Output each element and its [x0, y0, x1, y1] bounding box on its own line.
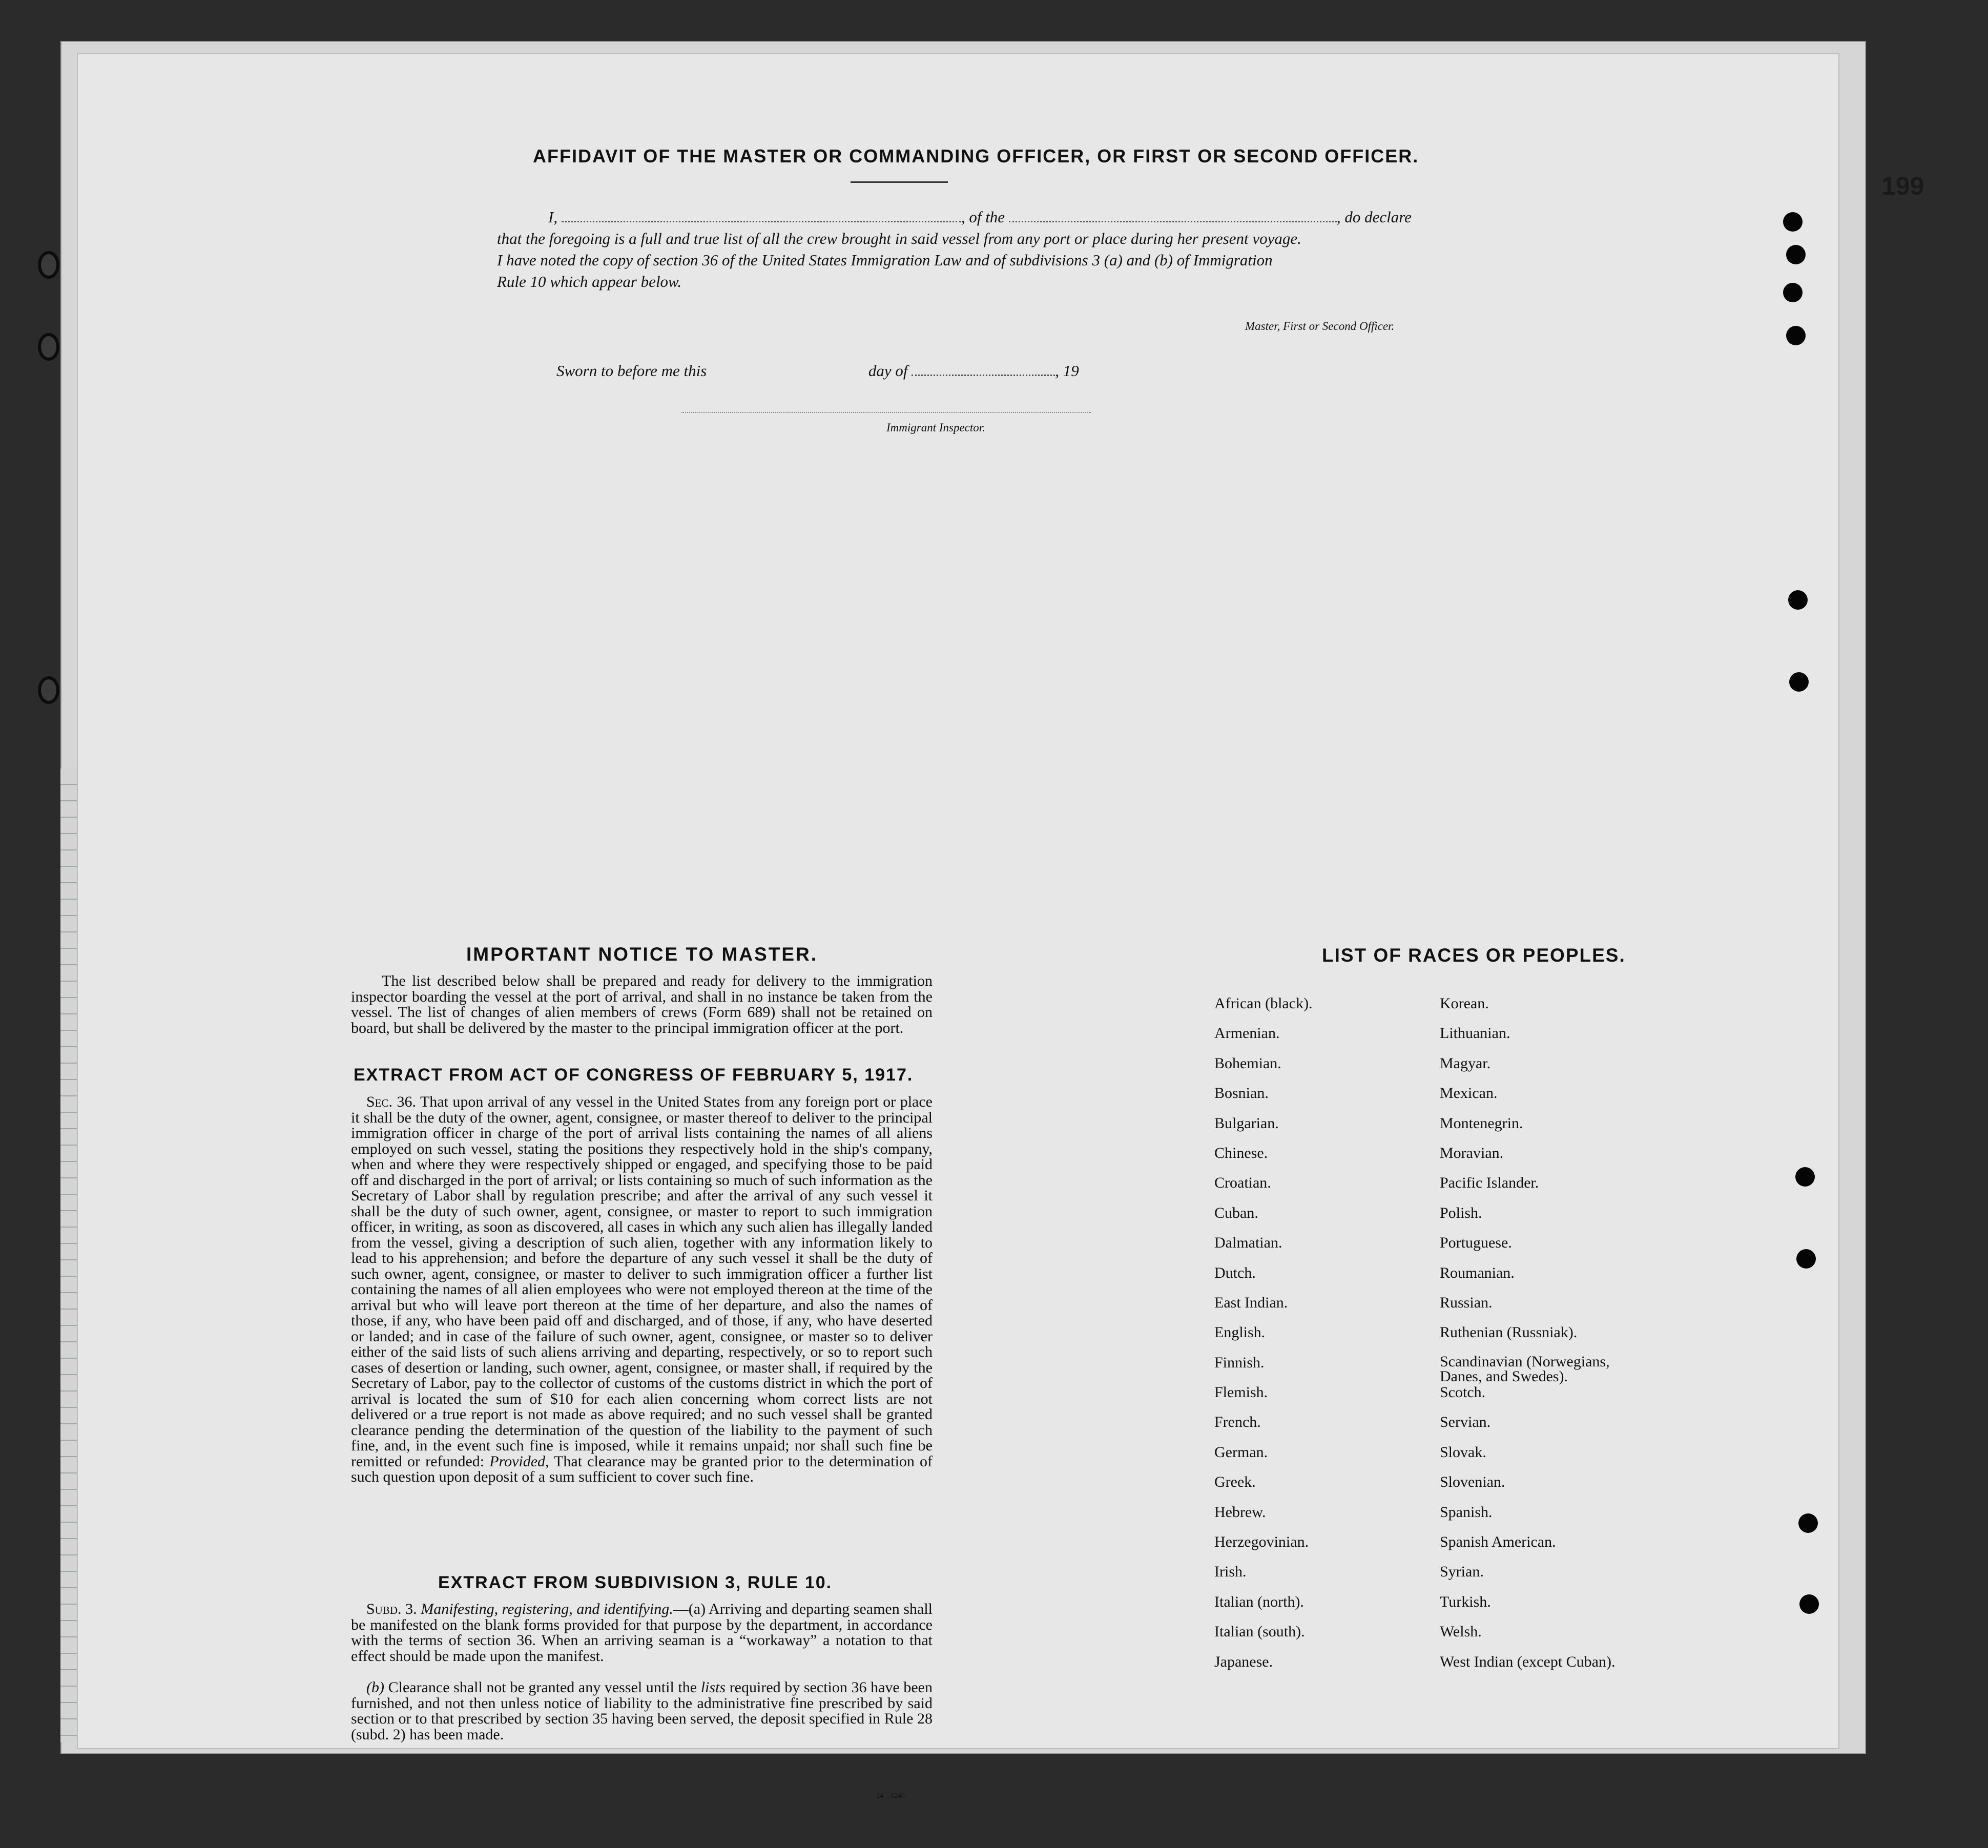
race-item: Turkish.: [1440, 1593, 1491, 1610]
binder-hole-icon: [38, 676, 59, 704]
subd-heading: Manifesting, registering, and identifying.: [421, 1601, 673, 1617]
race-item: Scotch.: [1440, 1384, 1486, 1401]
extract-act-body: [351, 1094, 933, 1485]
page-number: 199: [1881, 172, 1924, 200]
provided-word: Provided,: [489, 1452, 549, 1470]
race-item: Roumanian.: [1440, 1264, 1515, 1281]
notice-title: IMPORTANT NOTICE TO MASTER.: [466, 944, 818, 965]
affidavit-line-1: [548, 207, 1412, 227]
race-item: Flemish.: [1214, 1384, 1268, 1401]
binder-hole-icon: [1788, 590, 1808, 610]
inspector-label: Immigrant Inspector.: [886, 421, 985, 434]
binder-hole-icon: [1789, 672, 1809, 692]
affidavit-i-label: I,: [548, 208, 558, 226]
race-item: Dalmatian.: [1214, 1234, 1282, 1252]
section-label: Sec. 36.: [366, 1093, 416, 1110]
binder-hole-icon: [1783, 283, 1803, 302]
race-item: French.: [1214, 1414, 1261, 1431]
sworn-line: [556, 361, 1079, 381]
binder-hole-icon: [1795, 1167, 1815, 1187]
sworn-year: , 19: [1055, 362, 1079, 380]
subd-b-label: (b): [366, 1679, 384, 1696]
binder-hole-icon: [1786, 326, 1806, 345]
race-item: Armenian.: [1214, 1025, 1280, 1042]
race-item: Magyar.: [1440, 1054, 1491, 1072]
binder-hole-icon: [1786, 245, 1806, 264]
races-title: LIST OF RACES OR PEOPLES.: [1322, 945, 1626, 966]
notice-body: The list described below shall be prepared and ready for delivery to the immigration inspector boarding the vessel at the port of arrival, and shall in no instance be taken from the vessel. The list of changes of alien members of crews (Form 689) shall not be retained on board, but shall be delivered by the master to the principal immigration officer at the port.: [351, 972, 933, 1036]
race-item: Pacific Islander.: [1440, 1174, 1539, 1192]
race-item: Dutch.: [1214, 1264, 1256, 1281]
binder-hole-icon: [1796, 1249, 1816, 1269]
race-item: English.: [1214, 1324, 1266, 1341]
subdivision-paragraph-b: [351, 1680, 933, 1742]
affidavit-line-3: I have noted the copy of section 36 of the United States Immigration Law and of subdivisions 3 (a) and (b) of Immigration: [497, 251, 1273, 269]
race-item: Bosnian.: [1214, 1085, 1269, 1102]
affidavit-title: AFFIDAVIT OF THE MASTER OR COMMANDING OFFICER, OR FIRST OR SECOND OFFICER.: [533, 146, 1419, 167]
master-signature-label: Master, First or Second Officer.: [1245, 320, 1395, 333]
race-item: Slovenian.: [1440, 1473, 1505, 1491]
race-item: Russian.: [1440, 1294, 1493, 1311]
race-item: German.: [1214, 1443, 1268, 1461]
race-item: Polish.: [1440, 1204, 1482, 1221]
race-item: Herzegovinian.: [1214, 1533, 1309, 1551]
sworn-prefix: Sworn to before me this: [556, 362, 707, 380]
affidavit-declare-label: , do declare: [1336, 208, 1412, 226]
officer-name-blank: [562, 221, 961, 222]
sworn-month-blank: [912, 375, 1055, 376]
race-item: Moravian.: [1440, 1144, 1504, 1161]
race-item: Portuguese.: [1440, 1234, 1512, 1252]
race-item: Italian (south).: [1214, 1623, 1305, 1641]
race-item: Servian.: [1440, 1414, 1491, 1431]
affidavit-of-the-label: , of the: [961, 208, 1005, 226]
race-item: Ruthenian (Russniak).: [1440, 1324, 1578, 1341]
race-item: Japanese.: [1214, 1653, 1273, 1670]
race-item: Lithuanian.: [1440, 1025, 1510, 1042]
extract-rule-title: EXTRACT FROM SUBDIVISION 3, RULE 10.: [438, 1573, 833, 1592]
section-36-text-end: That clearance may be granted prior to the determination of such question upon deposit of a sum sufficient to cover such fine.: [351, 1452, 933, 1485]
race-item: Chinese.: [1214, 1144, 1268, 1161]
subd-a-text: —(a) Arriving and departing seamen shall be manifested on the blank forms provided for that purpose by the department, in accordance with the terms of section 36. When an arriving seaman is a “workaway” a notation to that effect should be made upon the manifest.: [351, 1601, 933, 1665]
race-item: Montenegrin.: [1440, 1114, 1523, 1132]
section-36-text: That upon arrival of any vessel in the United States from any foreign port or place it shall be the duty of the owner, agent, consignee, or master thereof to deliver to the principal immigration officer in charge of the port of arrival lists containing the names of all aliens employed on such vessel, stating the positions they respectively hold in the ship's company, when and where they were respectively shipped or engaged, and specifying those to be paid off and discharged in the port of arrival; or lists containing so much of such information as the Secretary of Labor shall by regulation prescribe; and after the arrival of any such vessel it shall be the duty of such owner, agent, consignee, or master to report to such immigration officer, in writing, as soon as discovered, all cases in which any such alien has illegally landed from the vessel, giving a description of such alien, together with any information likely to lead to his apprehension; and before the departure of any such vessel it shall be the duty of such owner, agent, consignee, or master to deliver to such immigration officer a further list containing the names of all alien employees who were not employed thereon at the time of the arrival but who will leave port thereon at the time of her departure, and also the names of those, if any, who have been paid off and discharged, and of those, if any, who have deserted or landed; and in case of the failure of such owner, agent, consignee, or master so to deliver either of the said lists of such aliens arriving and departing, respectively, or so to report such cases of desertion or landing, such owner, agent, consignee, or master shall, if required by the Secretary of Labor, pay to the collector of customs of the customs district in which the port of arrival is located the sum of $10 for each alien concerning whom correct lists are not delivered or a true report is not made as above required; and no such vessel shall be granted clearance pending the determination of the question of the liability to the payment of such fine, and, in the event such fine is imposed, while it remains unpaid; nor shall such fine be remitted or refunded:: [351, 1093, 933, 1470]
sworn-day-blank: [711, 375, 864, 376]
race-item: Spanish.: [1440, 1503, 1493, 1521]
binder-hole-icon: [1783, 212, 1803, 232]
race-item: Hebrew.: [1214, 1503, 1266, 1521]
binder-hole-icon: [1799, 1594, 1819, 1614]
race-item: Bohemian.: [1214, 1054, 1281, 1072]
race-item: Slovak.: [1440, 1443, 1486, 1461]
form-number: 14—1240: [876, 1792, 905, 1800]
binder-hole-icon: [38, 333, 59, 361]
race-item: Finnish.: [1214, 1354, 1265, 1371]
vessel-name-blank: [1009, 221, 1337, 222]
subd-b-text: Clearance shall not be granted any vessel until the: [388, 1679, 701, 1696]
race-item: Scandinavian (Norwegians, Danes, and Swedes).: [1440, 1353, 1610, 1385]
races-column-1: [1214, 995, 1313, 1683]
affidavit-line-4: Rule 10 which appear below.: [497, 273, 682, 290]
lists-word: lists: [700, 1679, 726, 1696]
subdivision-paragraph-a: [351, 1602, 933, 1664]
binder-hole-icon: [1798, 1513, 1818, 1533]
ruled-paper-edge: [60, 769, 77, 1742]
race-item: Korean.: [1440, 995, 1489, 1012]
race-item: Italian (north).: [1214, 1593, 1304, 1610]
race-item: Bulgarian.: [1214, 1114, 1279, 1132]
subd-label: Subd. 3.: [366, 1601, 417, 1617]
race-item: Croatian.: [1214, 1174, 1271, 1192]
extract-act-title: EXTRACT FROM ACT OF CONGRESS OF FEBRUARY 5, 1917.: [354, 1065, 914, 1085]
race-item: West Indian (except Cuban).: [1440, 1653, 1616, 1670]
title-rule: [851, 181, 948, 183]
race-item: Spanish American.: [1440, 1533, 1556, 1551]
affidavit-line-2: that the foregoing is a full and true list of all the crew brought in said vessel from any port or place during her present voyage.: [497, 230, 1301, 247]
race-item: Irish.: [1214, 1563, 1247, 1581]
subd-b-rest: required by section 36 have been furnished, and not then unless notice of liability to the administrative fine prescribed by said section or to that prescribed by section 35 having been served, the deposit specified in Rule 28 (subd. 2) has been made.: [351, 1679, 933, 1743]
race-item: Cuban.: [1214, 1204, 1258, 1221]
document-page: [77, 53, 1839, 1800]
sworn-day-of: day of: [868, 362, 908, 380]
inspector-signature-line: [681, 412, 1091, 413]
binder-hole-icon: [38, 251, 59, 279]
race-item: Syrian.: [1440, 1563, 1484, 1581]
races-column-2: [1440, 995, 1615, 1683]
race-item: Greek.: [1214, 1473, 1256, 1491]
race-item: Mexican.: [1440, 1085, 1498, 1102]
race-item: East Indian.: [1214, 1294, 1288, 1311]
race-item: Welsh.: [1440, 1623, 1482, 1641]
race-item: African (black).: [1214, 995, 1313, 1012]
